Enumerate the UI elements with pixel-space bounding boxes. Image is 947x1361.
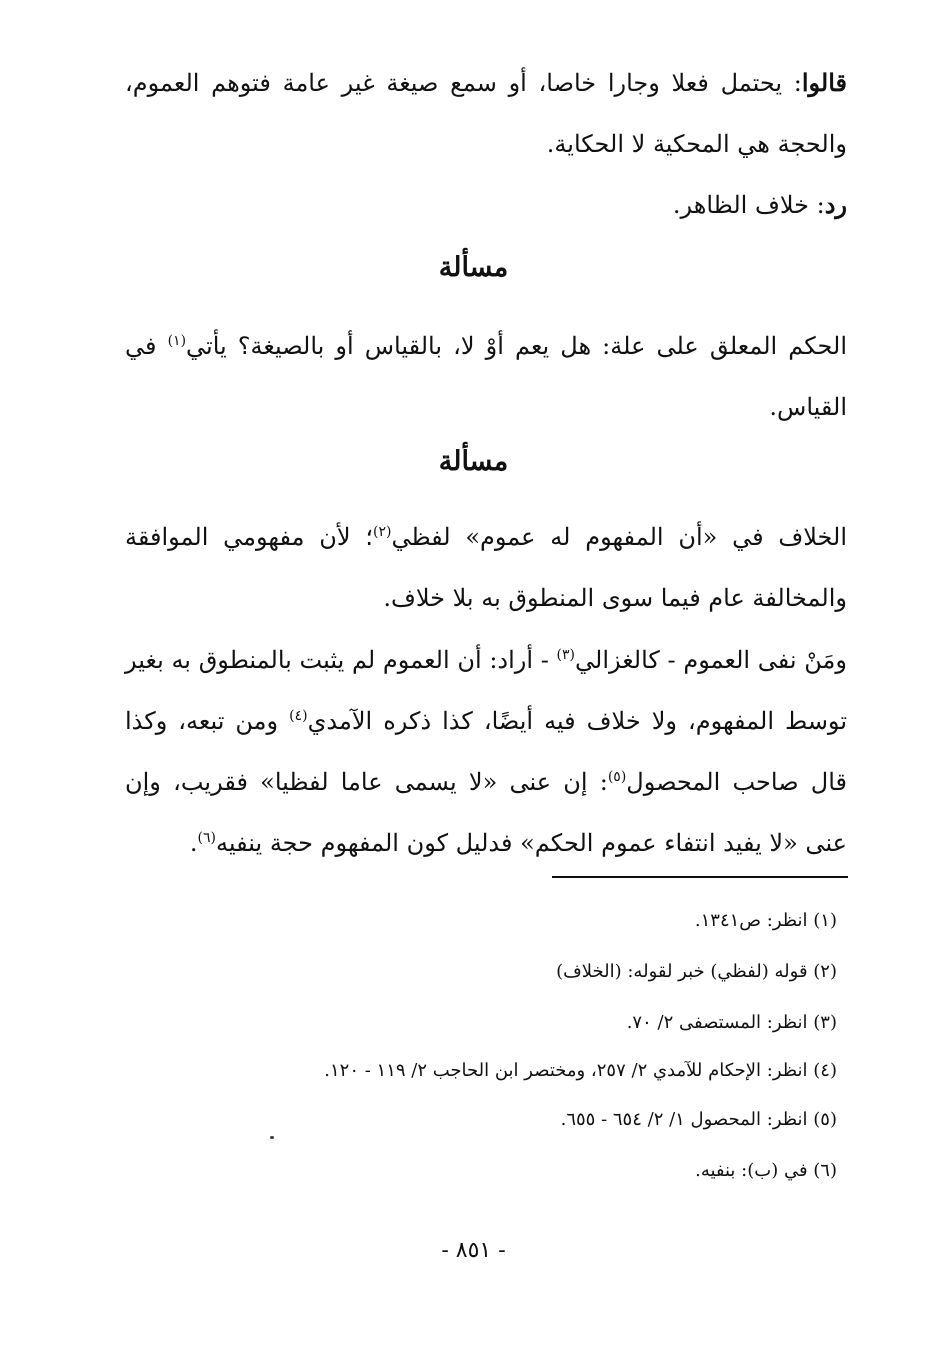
scan-speck <box>270 1136 274 1139</box>
khilaf-text-b: ؛ لأن مفهومي الموافقة والمخالفة عام فيما سوى المنطوق به بلا خلاف. <box>125 523 847 612</box>
nafa-text-e: . <box>189 829 198 857</box>
footnote-ref-6: (٦) <box>197 830 217 846</box>
paragraph-hukm <box>125 316 847 438</box>
footnote-6: (٦) في (ب): بنفيه. <box>695 1160 837 1181</box>
footnote-5: (٥) انظر: المحصول ١/ ٢/ ٦٥٤ - ٦٥٥. <box>560 1109 837 1130</box>
page-number: - ٨٥١ - <box>441 1238 506 1263</box>
nafa-text-b: - أراد: أن العموم لم يثبت بالمنطوق به بغير توسط المفهوم، ولا خلاف فيه أيضًا، كذا ذكره الآمدي <box>125 646 848 735</box>
footnote-ref-2: (٢) <box>372 524 392 540</box>
footnote-ref-1: (١) <box>167 333 187 349</box>
footnote-ref-5: (٥) <box>607 769 627 785</box>
paragraph-qalu <box>125 52 847 175</box>
khilaf-text-a: الخلاف في «أن المفهوم له عموم» لفظي <box>391 523 847 551</box>
section-heading-2: مسألة <box>438 446 509 477</box>
qalu-label: قالوا <box>801 68 847 97</box>
hukm-text-b: في القياس. <box>125 332 847 421</box>
nafa-text-d: : إن عنى «لا يسمى عاما لفظيا» فقريب، وإن عنى «لا يفيد انتفاء عموم الحكم» فدليل كون المفهوم حجة ينفيه <box>125 768 847 857</box>
footnote-ref-4: (٤) <box>289 708 308 724</box>
footnote-separator <box>552 876 848 878</box>
section-heading-1: مسألة <box>438 252 509 283</box>
footnote-4: (٤) انظر: الإحكام للآمدي ٢/ ٢٥٧، ومختصر ابن الحاجب ٢/ ١١٩ - ١٢٠. <box>324 1060 837 1081</box>
footnote-ref-3: (٣) <box>556 647 575 663</box>
paragraph-khilaf <box>125 507 847 629</box>
nafa-text-c: ومن تبعه، وكذا قال صاحب المحصول <box>125 707 847 796</box>
paragraph-radd <box>125 174 847 236</box>
footnote-2: (٢) قوله (لفظي) خبر لقوله: (الخلاف) <box>556 961 837 982</box>
radd-label: رد <box>824 190 847 219</box>
radd-text: : خلاف الظاهر. <box>672 191 825 219</box>
footnote-3: (٣) انظر: المستصفى ٢/ ٧٠. <box>626 1012 837 1033</box>
paragraph-man-nafa <box>125 630 847 874</box>
qalu-text: : يحتمل فعلا وجارا خاصا، أو سمع صيغة غير عامة فتوهم العموم، والحجة هي المحكية لا الحكاية. <box>125 69 847 158</box>
hukm-text-a: الحكم المعلق على علة: هل يعم أوْ لا، بالقياس أو بالصيغة؟ يأتي <box>186 332 847 360</box>
nafa-text-a: ومَنْ نفى العموم - كالغزالي <box>575 646 847 674</box>
footnote-1: (١) انظر: ص١٣٤١. <box>694 910 837 931</box>
